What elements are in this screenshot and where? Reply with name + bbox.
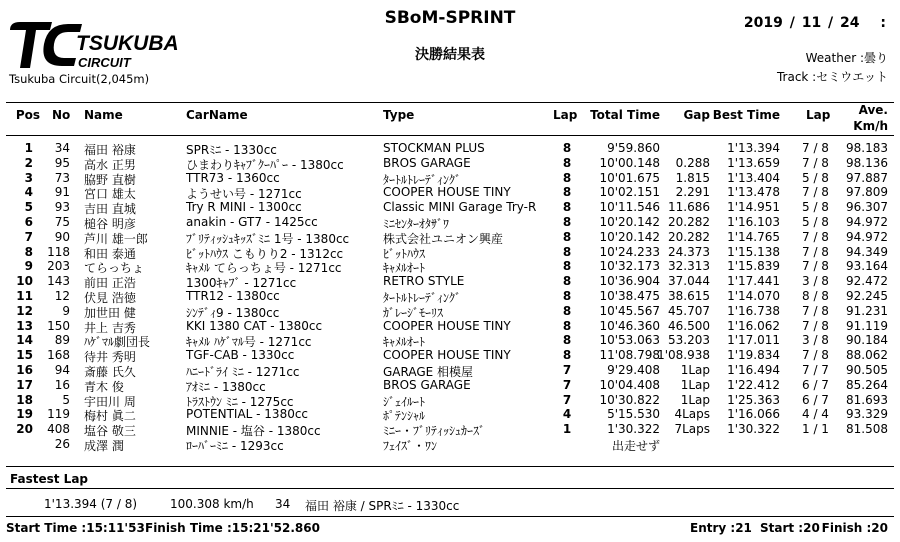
cell-type: COOPER HOUSE TINY [383, 185, 511, 200]
table-row [0, 437, 900, 452]
circuit-name: Tsukuba Circuit(2,045m) [9, 72, 150, 86]
cell-name: 芦川 雄一郎 [84, 231, 148, 246]
cell-pos: 8 [24, 244, 33, 259]
table-row [0, 407, 900, 422]
cell-no: 119 [47, 407, 70, 422]
cell-best-time: 1'16.738 [727, 303, 780, 318]
cell-pos: 14 [16, 333, 33, 348]
weather-info: Weather :曇り [805, 51, 888, 65]
cell-no: 118 [47, 244, 70, 259]
cell-type: STOCKMAN PLUS [383, 141, 485, 155]
cell-best-lap: 7 / 8 [802, 155, 829, 170]
cell-name: ﾊｹﾞﾏﾙ劇団長 [84, 335, 151, 350]
table-row [0, 422, 900, 437]
cell-name: 和田 泰通 [84, 246, 136, 261]
cell-pos: 19 [16, 407, 33, 422]
cell-lap: 8 [562, 200, 572, 215]
cell-carname: POTENTIAL - 1380cc [186, 407, 309, 422]
cell-ave-speed: 90.184 [846, 333, 888, 348]
cell-pos: 1 [24, 141, 33, 155]
table-row [0, 230, 900, 245]
cell-pos: 5 [24, 200, 33, 215]
cell-carname: ﾋﾞｯﾄﾊｳｽ こもりり2 - 1312cc [186, 246, 344, 261]
cell-carname: Try R MINI - 1300cc [186, 200, 302, 215]
table-row [0, 215, 900, 230]
cell-lap: 4 [562, 407, 572, 422]
cell-type: ｶﾞﾚｰｼﾞﾓｰﾘｽ [383, 305, 444, 320]
cell-gap: 4Laps [674, 407, 710, 422]
cell-name: 加世田 健 [84, 305, 136, 320]
fastest-lap-time: 1'13.394 (7 / 8) [44, 497, 138, 511]
col-ave-unit: Km/h [853, 119, 888, 133]
cell-ave-speed: 98.183 [846, 141, 888, 155]
table-row [0, 259, 900, 274]
fastest-top-rule [6, 466, 894, 467]
cell-pos: 4 [24, 185, 33, 200]
cell-best-lap: 7 / 8 [802, 303, 829, 318]
cell-best-lap: 7 / 8 [802, 244, 829, 259]
cell-best-time: 1'14.070 [727, 289, 780, 303]
cell-carname: ひまわりｷｬﾌﾞｸｰﾊﾟｰ - 1380cc [186, 157, 344, 172]
cell-carname: ｼﾝﾃﾞｨ9 - 1380cc [186, 305, 280, 320]
table-row [0, 348, 900, 363]
cell-best-lap: 7 / 8 [802, 229, 829, 244]
logo-subtext: CIRCUIT [78, 55, 131, 70]
cell-best-time: 1'22.412 [727, 377, 780, 392]
cell-total-time: 1'30.322 [607, 422, 660, 437]
logo-wordmark: TSUKUBA [76, 32, 179, 55]
cell-lap: 8 [562, 318, 572, 333]
cell-best-lap: 5 / 8 [802, 170, 829, 185]
cell-type: ｷｬﾒﾙｵｰﾄ [383, 261, 426, 276]
cell-no: 34 [54, 141, 70, 155]
cell-name: 待井 秀明 [84, 350, 136, 365]
cell-gap: 20.282 [668, 215, 710, 229]
col-pos: Pos [15, 108, 40, 122]
table-row [0, 245, 900, 260]
track-condition: Track :セミウエット [776, 70, 888, 84]
cell-gap: 37.044 [668, 274, 710, 289]
table-row [0, 200, 900, 215]
cell-lap: 8 [562, 215, 572, 229]
cell-pos: 9 [24, 259, 33, 274]
fastest-lap-speed: 100.308 km/h [170, 497, 254, 511]
cell-type: COOPER HOUSE TINY [383, 348, 511, 363]
cell-no: 16 [54, 377, 70, 392]
cell-gap: 1Lap [680, 377, 710, 392]
cell-lap: 8 [562, 303, 572, 318]
cell-best-time: 1'14.951 [727, 200, 780, 215]
cell-lap: 8 [562, 259, 572, 274]
cell-type: GARAGE 相模屋 [383, 365, 474, 379]
cell-ave-speed: 91.231 [846, 303, 888, 318]
table-row [0, 378, 900, 393]
fastest-bottom-rule [6, 488, 894, 489]
cell-carname: TTR12 - 1380cc [186, 289, 280, 303]
cell-lap: 8 [562, 244, 572, 259]
cell-gap: 2.291 [675, 185, 710, 200]
cell-type: ﾎﾟﾃﾝｼｬﾙ [383, 409, 426, 424]
table-row [0, 274, 900, 289]
finish-time: Finish Time :15:21'52.860 [145, 521, 320, 535]
cell-best-time: 1'30.322 [727, 422, 780, 437]
cell-total-time: 10'11.546 [599, 200, 660, 215]
cell-best-lap: 8 / 8 [802, 289, 829, 303]
cell-type: 株式会社ユニオン興産 [383, 231, 504, 246]
start-count: Start :20 [760, 521, 820, 535]
cell-lap: 8 [562, 155, 572, 170]
cell-no: 93 [54, 200, 70, 215]
table-row [0, 333, 900, 348]
cell-total-time: 10'38.475 [599, 289, 660, 303]
cell-ave-speed: 90.505 [846, 363, 888, 377]
cell-total-time: 10'45.567 [599, 303, 660, 318]
cell-pos: 13 [16, 318, 33, 333]
cell-no: 94 [54, 363, 70, 377]
cell-best-time: 1'16.103 [727, 215, 780, 229]
cell-best-lap: 1 / 1 [802, 422, 829, 437]
fastest-lap-label: Fastest Lap [10, 472, 88, 486]
cell-name: 梅村 眞二 [84, 409, 136, 424]
cell-ave-speed: 94.972 [846, 229, 888, 244]
cell-carname: ようせい号 - 1271cc [186, 187, 302, 202]
footer-rule [6, 516, 894, 517]
col-ave-speed [853, 102, 888, 134]
finish-count: Finish :20 [821, 521, 888, 535]
cell-ave-speed: 93.164 [846, 259, 888, 274]
start-time: Start Time :15:11'53 [6, 521, 145, 535]
cell-type: Classic MINI Garage Try-R [383, 200, 537, 215]
cell-best-time: 1'13.394 [727, 141, 780, 155]
cell-type: ｷｬﾒﾙｵｰﾄ [383, 335, 426, 350]
header-bottom-rule [6, 135, 894, 136]
cell-ave-speed: 94.972 [846, 215, 888, 229]
cell-total-time: 10'04.408 [599, 377, 660, 392]
cell-carname: ﾌﾞﾘﾃｨｯｼｭｷｯｽﾞﾐﾆ 1号 - 1380cc [186, 231, 350, 246]
cell-total-time: 10'32.173 [599, 259, 660, 274]
cell-type: ﾐﾆｰ・ﾌﾞﾘﾃｨｯｼｭｶｰｽﾞ [383, 424, 486, 439]
cell-gap: 1.815 [675, 170, 710, 185]
cell-carname: ｷｬﾒﾙ ﾊｹﾞﾏﾙ号 - 1271cc [186, 335, 312, 350]
cell-type: BROS GARAGE [383, 377, 471, 392]
cell-ave-speed: 81.508 [846, 422, 888, 437]
cell-gap: 46.500 [668, 318, 710, 333]
cell-best-lap: 6 / 7 [802, 377, 829, 392]
cell-no: 73 [54, 170, 70, 185]
cell-carname: ﾊﾆｰﾄﾞﾗｲ ﾐﾆ - 1271cc [186, 365, 300, 379]
cell-type: COOPER HOUSE TINY [383, 318, 511, 333]
cell-best-lap: 7 / 7 [802, 363, 829, 377]
cell-name: 宮口 雄太 [84, 187, 136, 202]
cell-total-time: 10'00.148 [599, 155, 660, 170]
cell-pos: 18 [16, 392, 33, 407]
cell-best-lap: 4 / 4 [802, 407, 829, 422]
cell-no: 5 [62, 392, 70, 407]
cell-ave-speed: 92.472 [846, 274, 888, 289]
cell-pos: 20 [16, 422, 33, 437]
cell-pos: 15 [16, 348, 33, 363]
cell-total-time: 10'20.142 [599, 229, 660, 244]
cell-pos: 12 [16, 303, 33, 318]
cell-total-time: 5'15.530 [607, 407, 660, 422]
cell-no: 26 [54, 437, 70, 451]
cell-ave-speed: 92.245 [846, 289, 888, 303]
cell-total-time: 10'24.233 [599, 244, 660, 259]
entry-count: Entry :21 [690, 521, 752, 535]
cell-best-time: 1'13.478 [727, 185, 780, 200]
cell-best-time: 1'16.066 [727, 407, 780, 422]
cell-name: 吉田 直城 [84, 202, 136, 217]
cell-lap: 8 [562, 289, 572, 303]
table-row [0, 185, 900, 200]
cell-lap: 8 [562, 185, 572, 200]
cell-lap: 8 [562, 229, 572, 244]
cell-no: 12 [54, 289, 70, 303]
cell-name: 宇田川 周 [84, 394, 136, 409]
cell-lap: 1 [562, 422, 572, 437]
cell-type: ﾌｪｲｽﾞ・ﾜﾝ [383, 439, 438, 453]
event-date: 2019 / 11 / 24 : [743, 15, 886, 31]
fastest-lap-driver: 福田 裕康 / SPRﾐﾆ - 1330cc [305, 499, 460, 513]
cell-total-time: 9'59.860 [607, 141, 660, 155]
cell-name: てらっちょ [84, 261, 145, 276]
cell-ave-speed: 85.264 [846, 377, 888, 392]
cell-gap: 53.203 [668, 333, 710, 348]
cell-best-lap: 7 / 8 [802, 318, 829, 333]
cell-gap: 0.288 [675, 155, 710, 170]
cell-pos: 17 [16, 377, 33, 392]
cell-name: 前田 正浩 [84, 276, 136, 291]
cell-best-lap: 7 / 8 [802, 141, 829, 155]
cell-total-time: 出走せず [611, 439, 660, 453]
cell-name: 高水 正男 [84, 157, 136, 172]
cell-best-time: 1'13.659 [727, 155, 780, 170]
table-row [0, 289, 900, 304]
cell-lap: 8 [562, 141, 572, 155]
cell-name: 伏見 浩徳 [84, 291, 136, 305]
cell-carname: ﾛｰﾊﾞｰﾐﾆ - 1293cc [186, 439, 284, 453]
cell-gap: 11.686 [668, 200, 710, 215]
cell-pos: 2 [24, 155, 33, 170]
col-total-time: Total Time [590, 108, 660, 122]
cell-total-time: 10'01.675 [599, 170, 660, 185]
cell-name: 塩谷 敬三 [84, 424, 136, 439]
cell-gap: 32.313 [668, 259, 710, 274]
col-no: No [52, 108, 71, 122]
cell-carname: MINNIE - 塩谷 - 1380cc [186, 424, 321, 439]
table-row [0, 393, 900, 408]
cell-gap: 24.373 [668, 244, 710, 259]
col-name: Name [84, 108, 123, 122]
cell-total-time: 10'53.063 [599, 333, 660, 348]
cell-type: ﾐﾆｾﾝﾀｰｵﾀｻﾞﾜ [383, 217, 450, 231]
cell-total-time: 10'30.822 [599, 392, 660, 407]
cell-type: BROS GARAGE [383, 155, 471, 170]
cell-carname: TTR73 - 1360cc [186, 170, 280, 185]
cell-ave-speed: 98.136 [846, 155, 888, 170]
cell-name: 井上 吉秀 [84, 320, 136, 335]
cell-no: 9 [62, 303, 70, 318]
cell-ave-speed: 93.329 [846, 407, 888, 422]
cell-pos: 6 [24, 215, 33, 229]
col-ave-label: Ave. [858, 103, 888, 117]
cell-ave-speed: 97.809 [846, 185, 888, 200]
cell-no: 203 [47, 259, 70, 274]
table-row [0, 171, 900, 186]
cell-lap: 8 [562, 274, 572, 289]
cell-no: 75 [54, 215, 70, 229]
cell-type: ﾋﾞｯﾄﾊｳｽ [383, 246, 426, 261]
cell-lap: 7 [562, 363, 572, 377]
cell-name: 成澤 潤 [84, 439, 124, 453]
cell-pos: 10 [16, 274, 33, 289]
cell-carname: TGF-CAB - 1330cc [186, 348, 295, 363]
col-type: Type [383, 108, 415, 122]
cell-type: ｼﾞｪｲﾙｰﾄ [383, 394, 426, 409]
cell-name: 青木 俊 [84, 379, 124, 394]
cell-name: 斎藤 氏久 [84, 365, 136, 379]
cell-total-time: 10'46.360 [599, 318, 660, 333]
cell-type: ﾀｰﾄﾙﾄﾚｰﾃﾞｨﾝｸﾞ [383, 291, 462, 305]
cell-ave-speed: 94.349 [846, 244, 888, 259]
cell-best-time: 1'14.765 [727, 229, 780, 244]
cell-ave-speed: 97.887 [846, 170, 888, 185]
cell-no: 95 [54, 155, 70, 170]
cell-total-time: 10'02.151 [599, 185, 660, 200]
cell-best-lap: 5 / 8 [802, 200, 829, 215]
col-best-lap: Lap [806, 108, 831, 122]
cell-best-lap: 5 / 8 [802, 215, 829, 229]
cell-best-lap: 7 / 8 [802, 348, 829, 363]
cell-gap: 1Lap [680, 363, 710, 377]
cell-carname: KKI 1380 CAT - 1380cc [186, 318, 323, 333]
cell-lap: 8 [562, 333, 572, 348]
cell-no: 90 [54, 229, 70, 244]
cell-ave-speed: 88.062 [846, 348, 888, 363]
cell-best-time: 1'16.062 [727, 318, 780, 333]
cell-no: 408 [47, 422, 70, 437]
cell-carname: SPRﾐﾆ - 1330cc [186, 143, 277, 157]
table-row [0, 304, 900, 319]
cell-total-time: 10'20.142 [599, 215, 660, 229]
cell-carname: 1300ｷｬﾌﾞ - 1271cc [186, 276, 297, 291]
cell-lap: 7 [562, 392, 572, 407]
fastest-lap-no: 34 [275, 497, 291, 511]
cell-type: ﾀｰﾄﾙﾄﾚｰﾃﾞｨﾝｸﾞ [383, 172, 462, 187]
cell-name: 脇野 直樹 [84, 172, 136, 187]
cell-pos: 16 [16, 363, 33, 377]
cell-pos: 7 [24, 229, 33, 244]
cell-best-lap: 3 / 8 [802, 274, 829, 289]
cell-total-time: 10'36.904 [599, 274, 660, 289]
cell-no: 150 [47, 318, 70, 333]
col-gap: Gap [683, 108, 710, 122]
cell-best-time: 1'17.441 [727, 274, 780, 289]
cell-gap: 20.282 [668, 229, 710, 244]
cell-best-time: 1'15.839 [727, 259, 780, 274]
col-carname: CarName [186, 108, 248, 122]
cell-best-lap: 7 / 8 [802, 259, 829, 274]
cell-name: 福田 裕康 [84, 143, 136, 157]
cell-gap: 7Laps [674, 422, 710, 437]
cell-best-lap: 7 / 8 [802, 185, 829, 200]
cell-best-time: 1'15.138 [727, 244, 780, 259]
col-best-time: Best Time [712, 108, 780, 122]
cell-best-time: 1'19.834 [727, 348, 780, 363]
cell-best-time: 1'17.011 [727, 333, 780, 348]
cell-name: 槌谷 明彦 [84, 217, 136, 231]
cell-gap: 1'08.938 [657, 348, 710, 363]
cell-best-lap: 3 / 8 [802, 333, 829, 348]
cell-carname: ｱｵﾐﾆ - 1380cc [186, 379, 266, 394]
cell-best-lap: 6 / 7 [802, 392, 829, 407]
table-row [0, 156, 900, 171]
cell-gap: 45.707 [668, 303, 710, 318]
header-top-rule [6, 102, 894, 103]
cell-ave-speed: 81.693 [846, 392, 888, 407]
results-subtitle: 決勝結果表 [415, 47, 485, 63]
event-title: SBoM-SPRINT [384, 8, 516, 28]
cell-lap: 8 [562, 170, 572, 185]
cell-carname: ﾄﾗｽﾄｳﾝ ﾐﾆ - 1275cc [186, 394, 294, 409]
table-row [0, 141, 900, 156]
cell-pos: 3 [24, 170, 33, 185]
cell-gap: 1Lap [680, 392, 710, 407]
cell-ave-speed: 91.119 [846, 318, 888, 333]
cell-total-time: 9'29.408 [607, 363, 660, 377]
cell-no: 89 [54, 333, 70, 348]
cell-best-time: 1'16.494 [727, 363, 780, 377]
cell-no: 168 [47, 348, 70, 363]
table-row [0, 363, 900, 378]
cell-type: RETRO STYLE [383, 274, 465, 289]
col-lap: Lap [553, 108, 578, 122]
cell-gap: 38.615 [668, 289, 710, 303]
cell-total-time: 11'08.798 [599, 348, 660, 363]
cell-best-time: 1'13.404 [727, 170, 780, 185]
cell-carname: ｷｬﾒﾙ てらっちょ号 - 1271cc [186, 261, 342, 276]
cell-best-time: 1'25.363 [727, 392, 780, 407]
cell-pos: 11 [16, 289, 33, 303]
cell-ave-speed: 96.307 [846, 200, 888, 215]
cell-no: 143 [47, 274, 70, 289]
cell-lap: 7 [562, 377, 572, 392]
cell-no: 91 [54, 185, 70, 200]
cell-lap: 8 [562, 348, 572, 363]
table-row [0, 319, 900, 334]
cell-carname: anakin - GT7 - 1425cc [186, 215, 318, 229]
